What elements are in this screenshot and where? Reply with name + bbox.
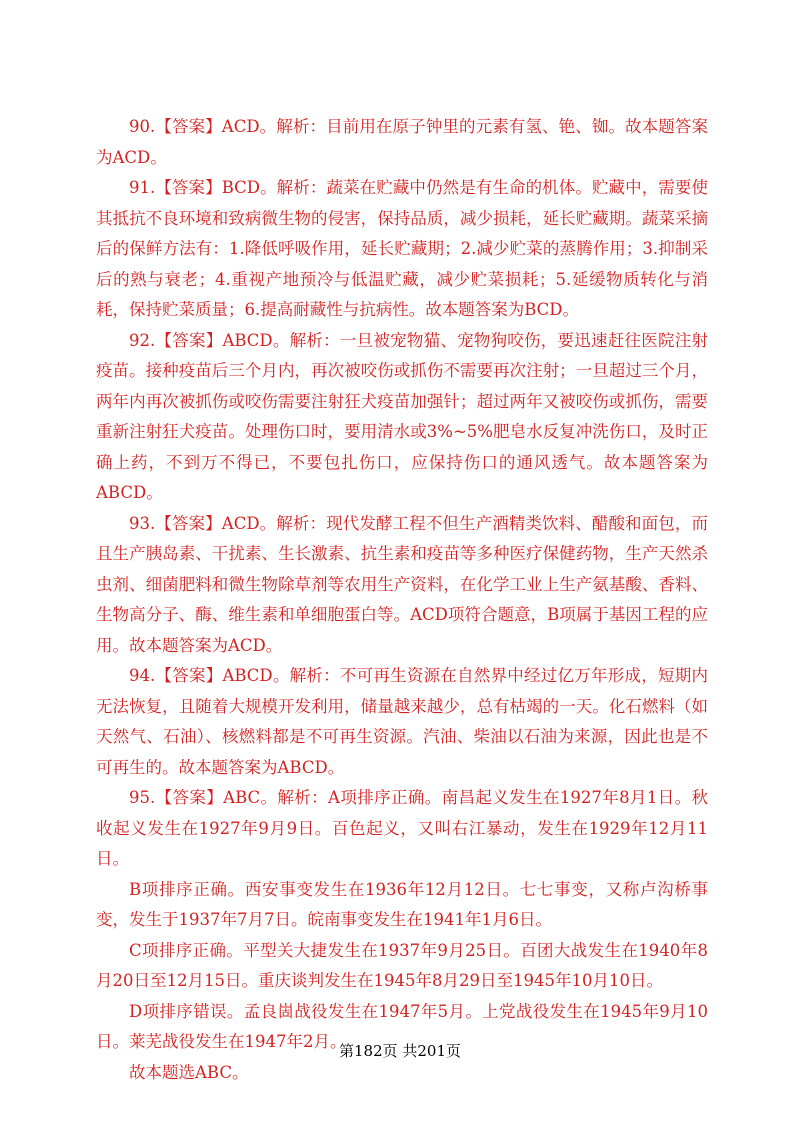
answer-paragraph-95-b: B项排序正确。西安事变发生在1936年12月12日。七七事变，又称卢沟桥事变，发生于1937年7月7日。皖南事变发生在1941年1月6日。 [96, 879, 708, 929]
answer-paragraph-93: 93.【答案】ACD。解析：现代发酵工程不但生产酒精类饮料、醋酸和面包，而且生产胰岛素、干扰素、生长激素、抗生素和疫苗等多种医疗保健药物，生产天然杀虫剂、细菌肥料和微生物除草剂等农用生产资料，在化学工业上生产氨基酸、香料、生物高分子、酶、维生素和单细胞蛋白等。ACD项符合题意，B项属于基因工程的应用。故本题答案为ACD。 [96, 513, 708, 655]
answer-paragraph-90: 90.【答案】ACD。解析：目前用在原子钟里的元素有氢、铯、铷。故本题答案为ACD。 [96, 117, 708, 167]
page-number-footer: 第182页 共201页 [338, 1042, 462, 1060]
answer-paragraph-95-d: D项排序错误。孟良崮战役发生在1947年5月。上党战役发生在1945年9月10日。莱芜战役发生在1947年2月。 [96, 1001, 708, 1051]
answer-paragraph-91: 91.【答案】BCD。解析：蔬菜在贮藏中仍然是有生命的机体。贮藏中，需要使其抵抗不良环境和致病微生物的侵害，保持品质，减少损耗，延长贮藏期。蔬菜采摘后的保鲜方法有：1.降低呼吸作用，延长贮藏期；2.减少贮菜的蒸腾作用；3.抑制采后的熟与衰老；4.重视产地预冷与低温贮藏，减少贮菜损耗；5.延缓物质转化与消耗，保持贮菜质量；6.提高耐藏性与抗病性。故本题答案为BCD。 [96, 178, 708, 319]
answer-paragraph-95: 95.【答案】ABC。解析：A项排序正确。南昌起义发生在1927年8月1日。秋收起义发生在1927年9月9日。百色起义，又叫右江暴动，发生在1929年12月11日。 [96, 788, 708, 868]
answer-paragraph-94: 94.【答案】ABCD。解析：不可再生资源在自然界中经过亿万年形成，短期内无法恢复，且随着大规模开发利用，储量越来越少，总有枯竭的一天。化石燃料（如天然气、石油）、核燃料都是不可再生资源。汽油、柴油以石油为来源，因此也是不可再生的。故本题答案为ABCD。 [96, 666, 708, 777]
answer-paragraph-95-c: C项排序正确。平型关大捷发生在1937年9月25日。百团大战发生在1940年8月20日至12月15日。重庆谈判发生在1945年8月29日至1945年10月10日。 [96, 940, 708, 990]
answer-paragraph-92: 92.【答案】ABCD。解析：一旦被宠物猫、宠物狗咬伤，要迅速赶往医院注射疫苗。接种疫苗后三个月内，再次被咬伤或抓伤不需要再次注射；一旦超过三个月，两年内再次被抓伤或咬伤需要注射狂犬疫苗加强针；超过两年又被咬伤或抓伤，需要重新注射狂犬疫苗。处理伤口时，要用清水或3%~5%肥皂水反复冲洗伤口，及时正确上药，不到万不得已，不要包扎伤口，应保持伤口的通风透气。故本题答案为ABCD。 [96, 330, 708, 502]
answer-content [96, 112, 708, 1088]
answer-paragraph-95-conclusion: 故本题选ABC。 [129, 1062, 249, 1082]
